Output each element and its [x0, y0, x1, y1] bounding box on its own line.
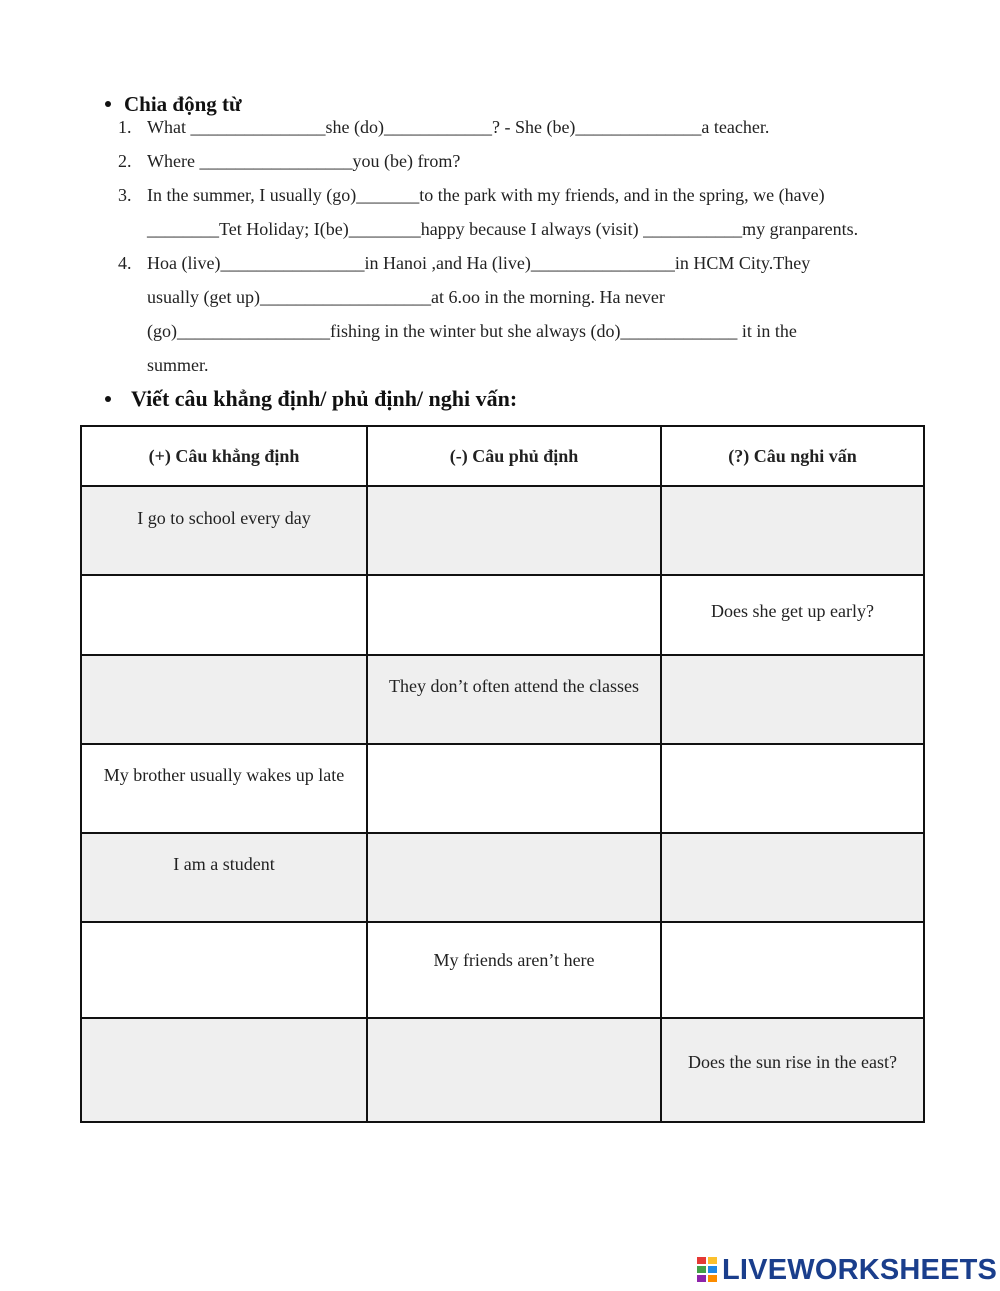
table-cell[interactable] — [81, 575, 367, 655]
section-heading-sentences: Viết câu khẳng định/ phủ định/ nghi vấn: — [105, 386, 517, 412]
table-cell[interactable] — [661, 833, 924, 922]
table-cell[interactable] — [81, 655, 367, 744]
table-row — [81, 575, 924, 655]
table-cell[interactable]: Does she get up early? — [661, 575, 924, 655]
exercise-line: Where _________________you (be) from? — [147, 151, 461, 171]
table-cell[interactable]: They don’t often attend the classes — [367, 655, 661, 744]
header-affirmative: (+) Câu khẳng định — [81, 426, 367, 486]
table-row — [81, 486, 924, 575]
exercise-line: In the summer, I usually (go)_______to the park with my friends, and in the spring, we (have) — [147, 185, 825, 205]
liveworksheets-logo — [697, 1253, 997, 1287]
item-number: 3. — [118, 185, 132, 205]
header-negative: (-) Câu phủ định — [367, 426, 661, 486]
exercise-line: What _______________she (do)____________? - She (be)______________a teacher. — [147, 117, 770, 137]
exercise-line: Hoa (live)________________in Hanoi ,and Ha (live)________________in HCM City.They — [147, 253, 811, 273]
table-cell[interactable]: I am a student — [81, 833, 367, 922]
table-cell[interactable] — [661, 486, 924, 575]
item-number: 4. — [118, 253, 132, 273]
table-cell[interactable]: Does the sun rise in the east? — [661, 1018, 924, 1122]
table-cell[interactable] — [367, 833, 661, 922]
table-cell[interactable] — [367, 575, 661, 655]
table-cell[interactable] — [81, 1018, 367, 1122]
table-cell[interactable] — [81, 922, 367, 1018]
exercise-line: summer. — [147, 355, 209, 375]
table-row — [81, 833, 924, 922]
item-number: 1. — [118, 117, 132, 137]
section-heading-conjugate: Chia động từ — [105, 92, 242, 117]
header-question: (?) Câu nghi vấn — [661, 426, 924, 486]
table-header-row — [81, 426, 924, 486]
logo-text: LIVEWORKSHEETS — [722, 1253, 998, 1286]
table-cell[interactable] — [367, 744, 661, 833]
exercise-line: usually (get up)___________________at 6.oo in the morning. Ha never — [147, 287, 665, 307]
exercise-line: ________Tet Holiday; I(be)________happy because I always (visit) ___________my granparents. — [147, 219, 859, 239]
item-number: 2. — [118, 151, 132, 171]
bullet-icon — [105, 101, 111, 107]
table-cell[interactable] — [661, 744, 924, 833]
table-row — [81, 744, 924, 833]
logo-blocks-icon — [697, 1257, 719, 1283]
table-row — [81, 1018, 924, 1122]
table-cell[interactable]: I go to school every day — [81, 486, 367, 575]
table-cell[interactable]: My friends aren’t here — [367, 922, 661, 1018]
bullet-icon — [105, 396, 111, 402]
table-cell[interactable] — [661, 655, 924, 744]
table-row — [81, 922, 924, 1018]
table-row — [81, 655, 924, 744]
table-cell[interactable] — [367, 1018, 661, 1122]
exercise-line: (go)_________________fishing in the winter but she always (do)_____________ it in the — [147, 321, 797, 341]
table-cell[interactable]: My brother usually wakes up late — [81, 744, 367, 833]
table-cell[interactable] — [367, 486, 661, 575]
table-cell[interactable] — [661, 922, 924, 1018]
sentence-table — [80, 425, 925, 1123]
